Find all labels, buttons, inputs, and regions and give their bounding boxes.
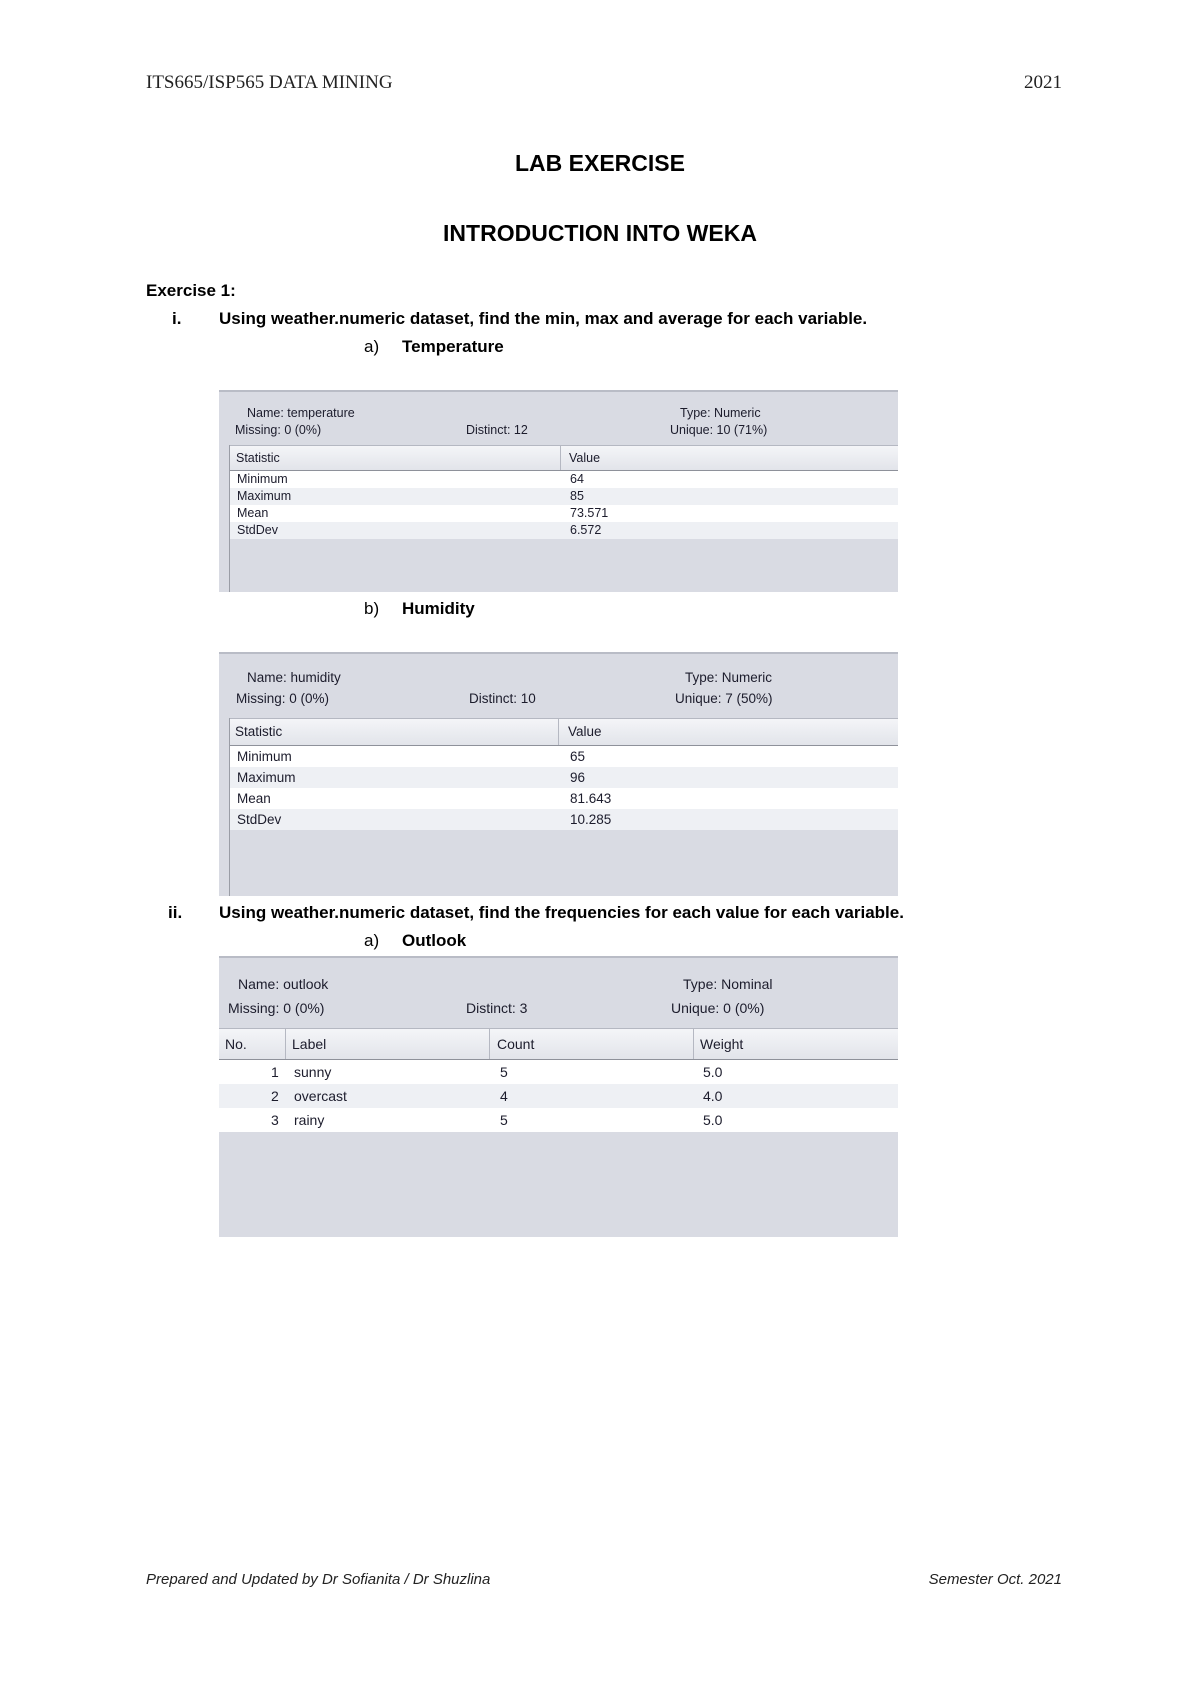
humidity-stats-panel [219,652,898,896]
table-row[interactable]: StdDev 10.285 [230,809,898,830]
subsection-label: Humidity [402,599,475,618]
table-body [219,1060,898,1132]
column-header-label[interactable]: Label [292,1036,327,1052]
page-title: LAB EXERCISE [515,150,685,176]
subsection-letter: a) [364,931,380,950]
attribute-distinct: Distinct: 10 [469,691,536,706]
attribute-unique: Unique: 7 (50%) [675,691,773,706]
column-header-weight[interactable]: Weight [700,1036,744,1052]
footer-prepared-by: Prepared and Updated by Dr Sofianita / Dr Shuzlina [146,1571,491,1588]
statistics-table [229,445,898,592]
table-row[interactable]: StdDev 6.572 [230,522,898,539]
column-header-statistic[interactable]: Statistic [235,724,283,739]
attribute-name: Name: temperature [247,406,355,420]
header-course: ITS665/ISP565 DATA MINING [146,72,393,93]
table-row[interactable]: Mean 73.571 [230,505,898,522]
table-row[interactable]: 2 overcast 4 4.0 [219,1084,898,1108]
table-row[interactable]: Maximum 96 [230,767,898,788]
question-text: Using weather.numeric dataset, find the min, max and average for each variable. [219,309,868,328]
temperature-stats-panel [219,390,898,592]
column-header-statistic[interactable]: Statistic [236,451,280,465]
question-number: i. [172,309,182,328]
table-row[interactable]: Maximum 85 [230,488,898,505]
column-header-no[interactable]: No. [225,1036,247,1052]
table-header [230,718,898,746]
attribute-missing: Missing: 0 (0%) [228,1000,325,1016]
attribute-unique: Unique: 10 (71%) [670,423,768,437]
table-header [230,445,898,471]
subsection-letter: a) [364,337,380,356]
column-header-count[interactable]: Count [497,1036,535,1052]
table-body [230,746,898,830]
table-body [230,471,898,539]
table-header [219,1028,898,1060]
table-row[interactable]: 1 sunny 5 5.0 [219,1060,898,1084]
footer-semester: Semester Oct. 2021 [928,1571,1062,1588]
attribute-name: Name: outlook [238,976,329,992]
attribute-distinct: Distinct: 3 [466,1000,528,1016]
column-header-value[interactable]: Value [568,724,602,739]
subsection-humidity [364,599,475,619]
attribute-type: Type: Numeric [680,406,761,420]
frequency-table [219,1028,898,1237]
header-year: 2021 [1024,72,1062,93]
subsection-letter: b) [364,599,380,618]
attribute-name: Name: humidity [247,670,341,685]
attribute-missing: Missing: 0 (0%) [236,691,330,706]
exercise-heading: Exercise 1: [146,281,236,300]
subsection-label: Outlook [402,931,467,950]
attribute-type: Type: Nominal [683,976,773,992]
subsection-outlook [364,931,466,951]
attribute-unique: Unique: 0 (0%) [671,1000,765,1016]
subsection-label: Temperature [402,337,504,356]
table-row[interactable]: Mean 81.643 [230,788,898,809]
attribute-distinct: Distinct: 12 [466,423,528,437]
question-text: Using weather.numeric dataset, find the frequencies for each value for each variable. [219,903,904,922]
table-row[interactable]: Minimum 65 [230,746,898,767]
outlook-frequency-panel [219,956,898,1237]
table-row[interactable]: Minimum 64 [230,471,898,488]
table-row[interactable]: 3 rainy 5 5.0 [219,1108,898,1132]
attribute-missing: Missing: 0 (0%) [235,423,322,437]
attribute-type: Type: Numeric [685,670,773,685]
subsection-temperature [364,337,504,357]
column-header-value[interactable]: Value [569,451,601,465]
page-subtitle: INTRODUCTION INTO WEKA [443,220,757,246]
question-number: ii. [168,903,183,922]
statistics-table [229,718,898,896]
